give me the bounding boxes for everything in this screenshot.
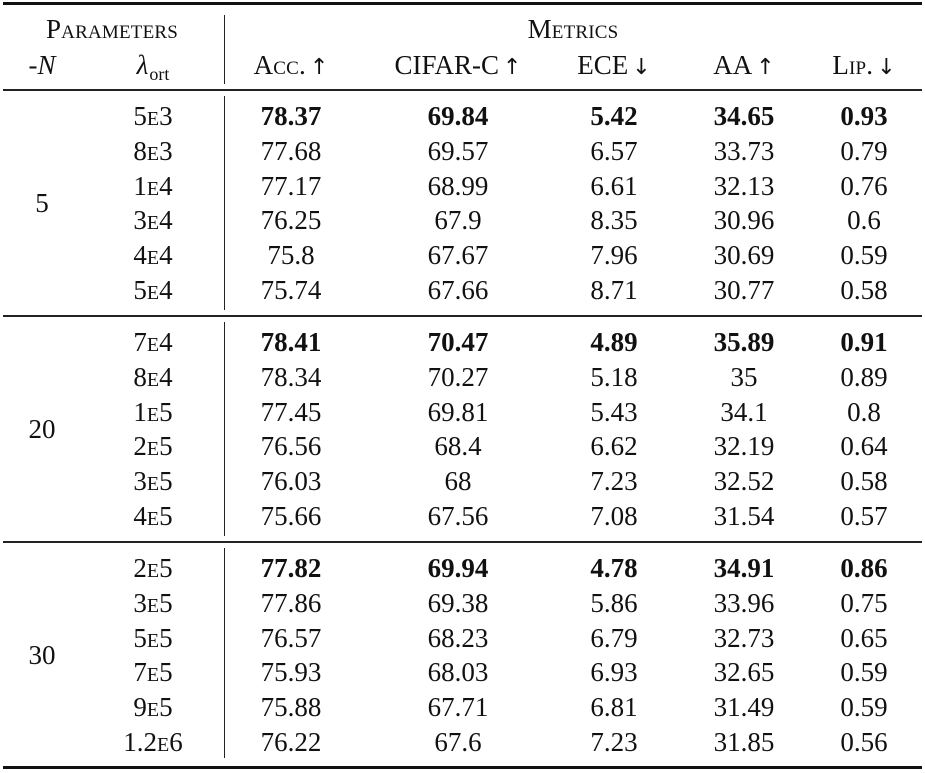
metric-cifarc <box>428 657 489 687</box>
metric-acc <box>261 275 322 305</box>
header-col-label: ECE <box>577 50 629 80</box>
metric-value: 0.59 <box>840 240 888 271</box>
metric-value: 67.56 <box>427 501 489 531</box>
metric-value: 0.91 <box>840 327 888 357</box>
metric-value: 4.89 <box>590 327 638 357</box>
metric-cifarc <box>434 431 481 461</box>
lambda-exponent: 4 <box>159 361 173 392</box>
metric-value: 0.57 <box>840 501 888 531</box>
n-value <box>29 640 56 670</box>
metric-cifarc <box>445 466 472 496</box>
metric-value: 31.85 <box>713 727 775 757</box>
lambda-value <box>133 205 172 238</box>
n-value-text: 30 <box>28 640 56 670</box>
column-separator <box>224 322 225 536</box>
metric-value: 69.81 <box>427 396 489 427</box>
metric-value: 7.23 <box>590 466 638 497</box>
metric-value: 78.37 <box>260 101 322 131</box>
metric-lip <box>840 101 887 131</box>
metric-aa <box>714 275 775 305</box>
metric-value: 0.93 <box>840 101 888 131</box>
metric-value: 77.17 <box>260 170 322 201</box>
lambda-exponent: 5 <box>159 501 173 531</box>
metric-value: 30.96 <box>713 205 775 236</box>
metric-cifarc <box>428 327 489 357</box>
metric-cifarc <box>434 727 481 757</box>
metric-cifarc <box>428 692 489 722</box>
metric-value: 0.56 <box>840 727 888 757</box>
header-col-lambda <box>137 50 170 83</box>
metric-value: 76.03 <box>260 466 322 497</box>
lambda-exp-letter: E <box>146 142 160 165</box>
header-col-cifarc <box>395 50 522 83</box>
lambda-value <box>123 727 182 760</box>
metric-cifarc <box>428 101 489 131</box>
lambda-mantissa: 5 <box>133 101 147 131</box>
metric-cifarc <box>428 623 489 653</box>
header-col-ece <box>577 50 650 83</box>
header-group-label: Parameters <box>45 14 179 44</box>
metric-lip <box>847 397 881 427</box>
lambda-exponent: 5 <box>159 466 173 497</box>
header-rule <box>3 89 922 91</box>
metric-value: 67.67 <box>427 240 489 271</box>
lambda-mantissa: 1 <box>133 396 147 427</box>
lambda-mantissa: 1 <box>133 170 147 201</box>
metric-lip <box>840 171 887 201</box>
lambda-exp-letter: E <box>146 212 160 235</box>
metric-aa <box>714 553 775 583</box>
lambda-exp-letter: E <box>146 699 160 722</box>
metric-cifarc <box>428 240 489 270</box>
metric-value: 34.1 <box>720 396 768 427</box>
header-col-n <box>28 50 55 80</box>
lambda-exponent: 4 <box>159 205 173 236</box>
lambda-exponent: 3 <box>159 135 173 166</box>
metric-cifarc <box>428 171 489 201</box>
n-value-text: 5 <box>35 188 49 218</box>
lambda-mantissa: 8 <box>133 135 147 166</box>
lambda-value <box>133 362 172 395</box>
metric-acc <box>261 501 322 531</box>
metric-value: 5.43 <box>590 396 638 427</box>
metric-value: 70.47 <box>427 327 489 357</box>
metric-acc <box>261 623 322 653</box>
metric-value: 7.08 <box>590 501 638 531</box>
metric-ece <box>590 588 637 618</box>
lambda-exponent: 6 <box>169 727 183 757</box>
lambda-exp-letter: E <box>146 247 160 270</box>
metric-lip <box>840 275 887 305</box>
metric-value: 76.22 <box>260 727 322 757</box>
metric-value: 69.84 <box>427 101 489 131</box>
lambda-value <box>133 657 172 690</box>
metric-value: 32.65 <box>713 657 775 688</box>
metric-value: 68.4 <box>434 431 482 462</box>
metric-ece <box>590 205 637 235</box>
metric-ece <box>590 727 637 757</box>
header-col-label: Lip. <box>832 50 874 80</box>
metric-value: 31.54 <box>713 501 775 531</box>
metric-acc <box>261 205 322 235</box>
metric-value: 5.42 <box>590 101 638 131</box>
metric-value: 34.91 <box>713 553 775 583</box>
arrow-down-icon: ↓ <box>877 55 896 80</box>
metric-value: 78.41 <box>260 327 322 357</box>
metric-ece <box>590 431 637 461</box>
metric-value: 75.66 <box>260 501 322 531</box>
metric-value: 32.19 <box>713 431 775 462</box>
metric-lip <box>847 205 881 235</box>
lambda-exponent: 3 <box>159 101 173 131</box>
metric-value: 30.77 <box>713 275 775 305</box>
metric-ece <box>590 240 637 270</box>
lambda-exp-letter: E <box>146 560 160 582</box>
lambda-mantissa: 3 <box>133 587 147 618</box>
metric-value: 34.65 <box>713 101 775 131</box>
metric-cifarc <box>428 553 489 583</box>
metric-acc <box>261 101 322 131</box>
metric-value: 6.62 <box>590 431 638 462</box>
metric-aa <box>720 397 767 427</box>
metric-aa <box>714 692 775 722</box>
metric-value: 0.8 <box>847 396 881 427</box>
lambda-exponent: 5 <box>159 692 173 723</box>
metric-lip <box>840 588 887 618</box>
metric-value: 4.78 <box>590 553 638 583</box>
metric-value: 75.88 <box>260 692 322 723</box>
metric-value: 68.03 <box>427 657 489 688</box>
lambda-value <box>133 623 172 656</box>
lambda-value <box>133 431 172 464</box>
metric-aa <box>714 466 775 496</box>
metric-value: 8.35 <box>590 205 638 236</box>
metric-ece <box>590 501 637 531</box>
metric-lip <box>840 727 887 757</box>
lambda-mantissa: 1.2 <box>123 727 158 757</box>
metric-value: 32.73 <box>713 622 775 653</box>
header-group-metrics <box>528 14 619 44</box>
metric-acc <box>261 171 322 201</box>
metric-lip <box>840 240 887 270</box>
lambda-exponent: 4 <box>159 170 173 201</box>
column-separator <box>224 96 225 310</box>
header-group-parameters <box>46 14 178 44</box>
metric-value: 67.9 <box>434 205 482 236</box>
metric-value: 0.58 <box>840 466 888 497</box>
lambda-exp-letter: E <box>146 664 160 687</box>
header-col-label: Acc. <box>253 50 306 80</box>
metric-cifarc <box>428 501 489 531</box>
metric-value: 77.45 <box>260 396 322 427</box>
metric-value: 68.99 <box>427 170 489 201</box>
metric-value: 67.6 <box>434 727 482 757</box>
header-col-label-italic: N <box>37 50 56 80</box>
metric-value: 32.13 <box>713 170 775 201</box>
metric-lip <box>840 692 887 722</box>
header-col-label: AA <box>713 50 753 80</box>
metric-value: 5.86 <box>590 587 638 618</box>
lambda-mantissa: 7 <box>133 327 147 357</box>
metric-value: 68.23 <box>427 622 489 653</box>
arrow-down-icon: ↓ <box>632 55 651 80</box>
metric-lip <box>840 431 887 461</box>
metric-value: 35.89 <box>713 327 775 357</box>
lambda-exp-letter: E <box>146 473 160 496</box>
metric-value: 69.57 <box>427 135 489 166</box>
metric-value: 6.61 <box>590 170 638 201</box>
metric-ece <box>590 657 637 687</box>
arrow-up-icon: ↑ <box>503 55 522 80</box>
metric-aa <box>714 205 775 235</box>
metric-ece <box>590 275 637 305</box>
metric-ece <box>590 101 637 131</box>
lambda-value <box>133 275 172 308</box>
metric-acc <box>261 692 322 722</box>
lambda-value <box>133 466 172 499</box>
metric-ece <box>590 397 637 427</box>
metric-lip <box>840 362 887 392</box>
lambda-value <box>133 588 172 621</box>
metric-aa <box>714 501 775 531</box>
lambda-value <box>133 397 172 430</box>
metric-aa <box>714 171 775 201</box>
metric-lip <box>840 466 887 496</box>
metric-acc <box>261 588 322 618</box>
metric-aa <box>714 327 775 357</box>
lambda-value <box>133 501 172 534</box>
n-value-text: 20 <box>28 414 56 444</box>
metric-aa <box>714 136 775 166</box>
metric-lip <box>840 501 887 531</box>
metric-value: 78.34 <box>260 361 322 392</box>
metric-value: 0.86 <box>840 553 888 583</box>
arrow-up-icon: ↑ <box>309 55 329 80</box>
lambda-mantissa: 4 <box>133 240 147 271</box>
lambda-exp-letter: E <box>146 177 160 200</box>
lambda-exp-letter: E <box>146 438 160 461</box>
metric-value: 77.82 <box>260 553 322 583</box>
lambda-mantissa: 2 <box>133 553 147 583</box>
metric-lip <box>840 623 887 653</box>
metric-value: 0.64 <box>840 431 888 462</box>
metric-ece <box>590 466 637 496</box>
metric-value: 31.49 <box>713 692 775 723</box>
metric-value: 67.66 <box>427 275 489 305</box>
lambda-exponent: 5 <box>159 396 173 427</box>
metric-value: 75.8 <box>267 240 315 271</box>
group-rule <box>3 315 922 317</box>
metric-value: 0.6 <box>847 205 881 236</box>
lambda-exp-letter: E <box>146 334 160 356</box>
metric-ece <box>590 136 637 166</box>
metric-value: 75.74 <box>260 275 322 305</box>
lambda-value <box>133 136 172 169</box>
metric-value: 68 <box>444 466 472 497</box>
metric-value: 0.59 <box>840 692 888 723</box>
metric-aa <box>714 101 775 131</box>
metric-value: 0.59 <box>840 657 888 688</box>
metric-ece <box>590 327 637 357</box>
metric-cifarc <box>428 136 489 166</box>
column-separator <box>224 548 225 758</box>
metric-value: 0.89 <box>840 361 888 392</box>
n-value <box>29 414 56 444</box>
metric-value: 6.79 <box>590 622 638 653</box>
lambda-value <box>133 692 172 725</box>
metric-value: 75.93 <box>260 657 322 688</box>
metric-value: 77.68 <box>260 135 322 166</box>
lambda-exp-letter: E <box>146 508 160 530</box>
metric-value: 33.96 <box>713 587 775 618</box>
metric-value: 0.76 <box>840 170 888 201</box>
metric-aa <box>731 362 758 392</box>
lambda-mantissa: 7 <box>133 657 147 688</box>
lambda-exponent: 5 <box>159 657 173 688</box>
header-col-label: - <box>28 50 38 80</box>
header-col-label: CIFAR-C <box>394 50 500 80</box>
lambda-exponent: 4 <box>159 275 173 305</box>
bottom-rule <box>3 766 922 769</box>
column-separator <box>224 15 225 84</box>
lambda-mantissa: 9 <box>133 692 147 723</box>
metric-value: 8.71 <box>590 275 638 305</box>
arrow-up-icon: ↑ <box>756 55 775 80</box>
lambda-exponent: 4 <box>159 240 173 271</box>
metric-ece <box>590 623 637 653</box>
metric-acc <box>261 431 322 461</box>
metric-value: 67.71 <box>427 692 489 723</box>
metric-value: 6.81 <box>590 692 638 723</box>
lambda-exponent: 5 <box>159 622 173 653</box>
lambda-mantissa: 5 <box>133 275 147 305</box>
metric-aa <box>714 588 775 618</box>
metric-cifarc <box>428 275 489 305</box>
lambda-mantissa: 8 <box>133 361 147 392</box>
lambda-exp-letter: E <box>146 368 160 391</box>
metric-acc <box>261 657 322 687</box>
metric-value: 35 <box>730 361 758 392</box>
lambda-exponent: 4 <box>159 327 173 357</box>
header-group-label: Metrics <box>527 14 619 44</box>
metric-value: 0.79 <box>840 135 888 166</box>
metric-aa <box>714 623 775 653</box>
metric-value: 6.93 <box>590 657 638 688</box>
metric-value: 70.27 <box>427 361 489 392</box>
lambda-exp-letter: E <box>146 403 160 426</box>
metric-value: 30.69 <box>713 240 775 271</box>
metric-value: 76.56 <box>260 431 322 462</box>
metric-acc <box>261 327 322 357</box>
metric-acc <box>261 362 322 392</box>
lambda-mantissa: 3 <box>133 205 147 236</box>
metric-value: 0.75 <box>840 587 888 618</box>
header-col-lip <box>832 50 895 83</box>
metric-acc <box>261 466 322 496</box>
metric-acc <box>267 240 314 270</box>
metric-value: 0.65 <box>840 622 888 653</box>
lambda-value <box>133 240 172 273</box>
metric-lip <box>840 553 887 583</box>
metric-value: 32.52 <box>713 466 775 497</box>
metric-aa <box>714 727 775 757</box>
lambda-exponent: 5 <box>159 431 173 462</box>
metric-acc <box>261 553 322 583</box>
metric-ece <box>590 553 637 583</box>
metric-aa <box>714 431 775 461</box>
group-rule <box>3 541 922 543</box>
n-value <box>35 188 49 218</box>
metric-aa <box>714 240 775 270</box>
metric-value: 33.73 <box>713 135 775 166</box>
metric-value: 76.57 <box>260 622 322 653</box>
lambda-mantissa: 2 <box>133 431 147 462</box>
lambda-mantissa: 5 <box>133 622 147 653</box>
lambda-exp-letter: E <box>146 282 160 304</box>
metric-value: 69.94 <box>427 553 489 583</box>
metric-acc <box>261 727 322 757</box>
lambda-exp-letter: E <box>157 734 170 756</box>
metric-value: 6.57 <box>590 135 638 166</box>
lambda-exp-letter: E <box>146 108 160 130</box>
lambda-mantissa: 3 <box>133 466 147 497</box>
metric-value: 76.25 <box>260 205 322 236</box>
metric-acc <box>261 136 322 166</box>
lambda-mantissa: 4 <box>133 501 147 531</box>
lambda-exp-letter: E <box>146 594 160 617</box>
metric-cifarc <box>428 397 489 427</box>
lambda-exp-letter: E <box>146 629 160 652</box>
metric-value: 5.18 <box>590 361 638 392</box>
header-col-acc <box>254 50 329 83</box>
lambda-value <box>133 101 172 134</box>
metric-ece <box>590 171 637 201</box>
metric-cifarc <box>428 588 489 618</box>
lambda-exponent: 5 <box>159 553 173 583</box>
metric-value: 0.58 <box>840 275 888 305</box>
lambda-subscript: ort <box>149 64 170 84</box>
metric-value: 7.96 <box>590 240 638 271</box>
metric-lip <box>840 327 887 357</box>
lambda-value <box>133 327 172 360</box>
metric-ece <box>590 362 637 392</box>
metric-aa <box>714 657 775 687</box>
lambda-exponent: 5 <box>159 587 173 618</box>
metric-lip <box>840 657 887 687</box>
metric-acc <box>261 397 322 427</box>
metric-lip <box>840 136 887 166</box>
metric-value: 7.23 <box>590 727 638 757</box>
lambda-value <box>133 171 172 204</box>
top-rule <box>3 2 922 5</box>
metric-ece <box>590 692 637 722</box>
metric-value: 69.38 <box>427 587 489 618</box>
metric-value: 77.86 <box>260 587 322 618</box>
metric-cifarc <box>428 362 489 392</box>
lambda-symbol: λ <box>136 50 149 80</box>
header-col-aa <box>713 50 774 83</box>
lambda-value <box>133 553 172 586</box>
metric-cifarc <box>434 205 481 235</box>
